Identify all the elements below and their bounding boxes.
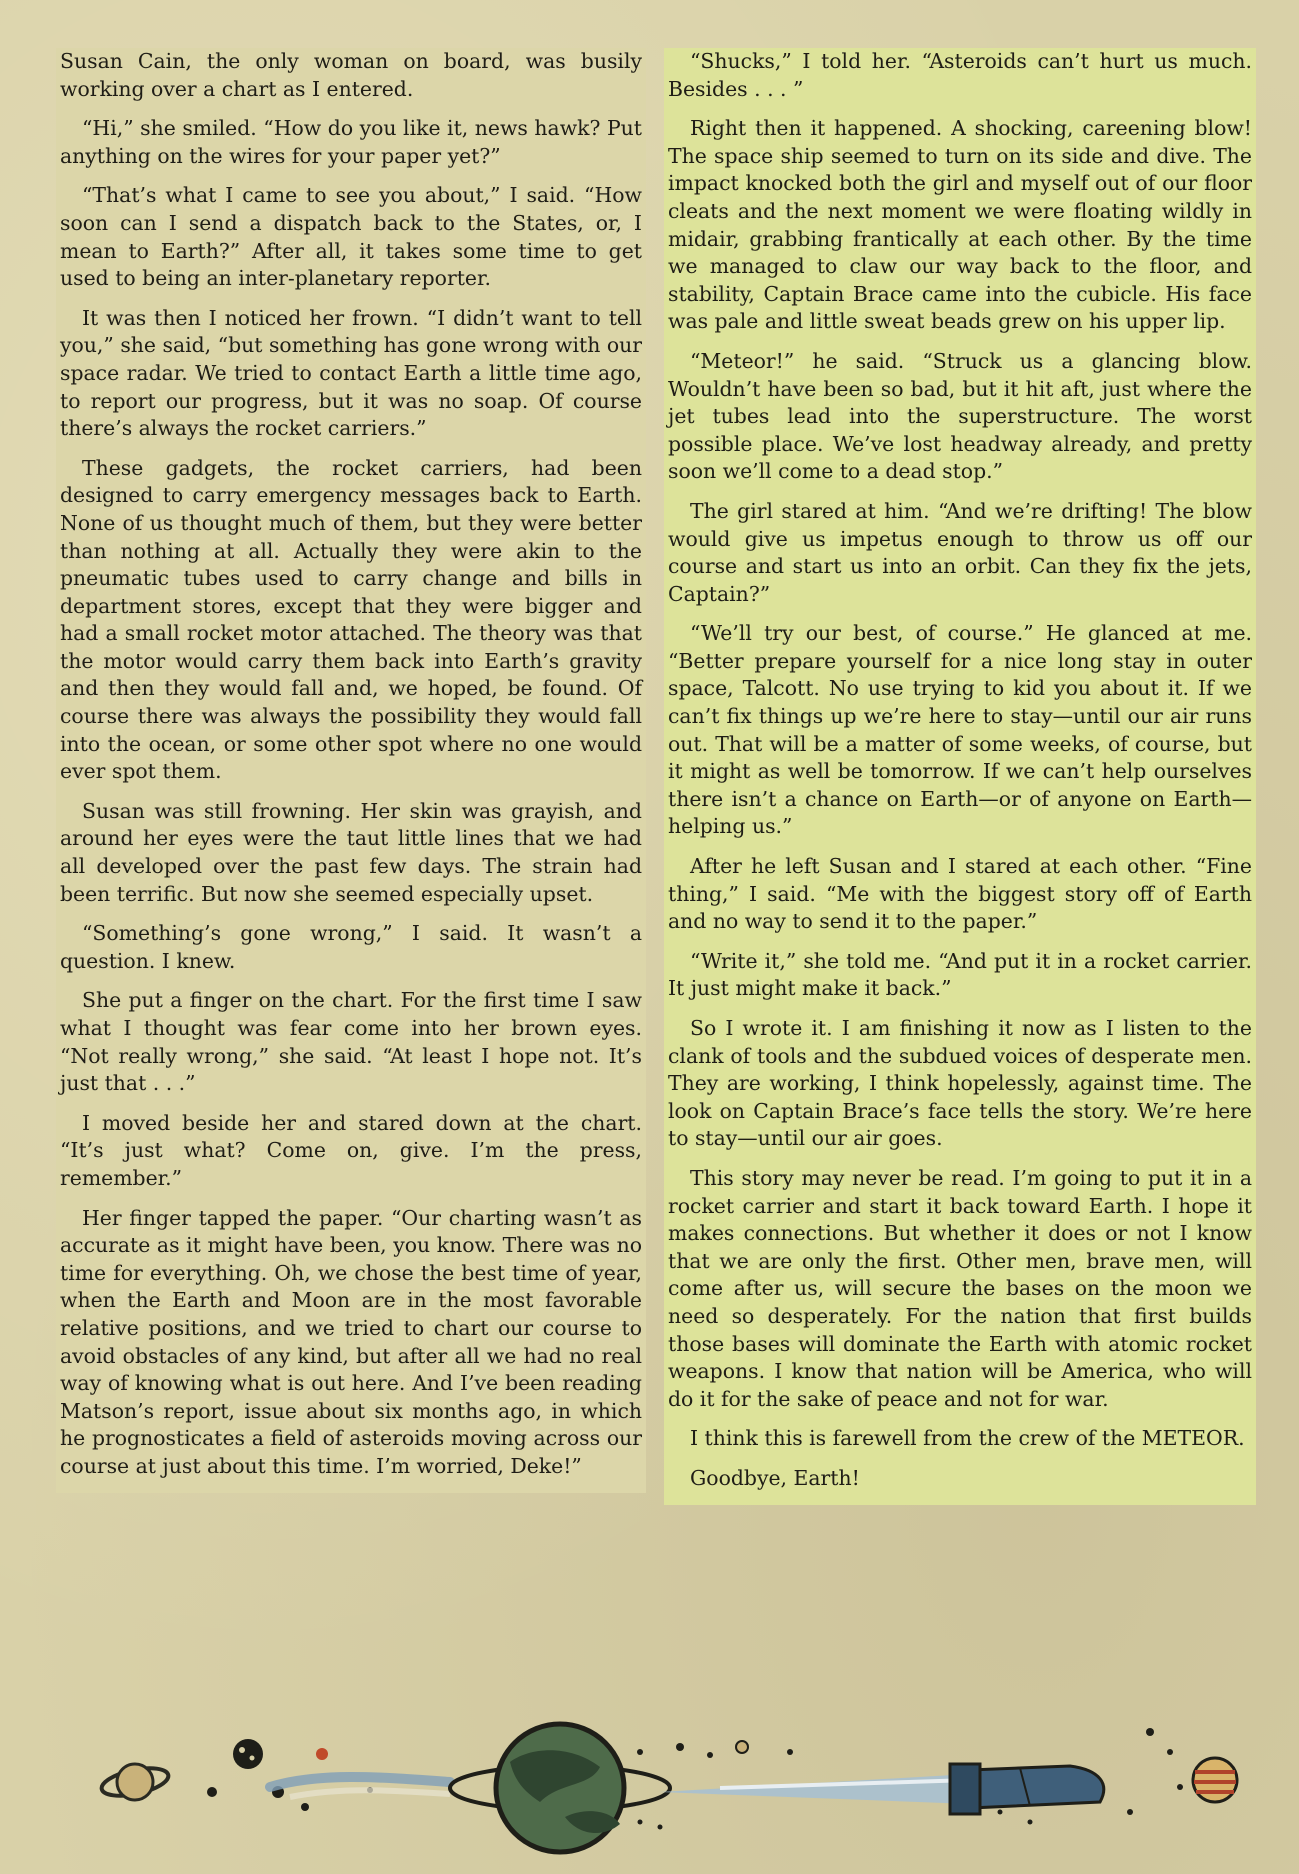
earth-planet-icon (450, 1724, 670, 1852)
rocket-icon (950, 1764, 1104, 1814)
paragraph: I moved beside her and stared down at the chart. “It’s just what? Come on, give. I’m the press, remember.” (60, 1110, 642, 1190)
paragraph: Goodbye, Earth! (690, 1465, 860, 1490)
left-text-column (56, 48, 646, 1493)
comet-streak-icon (270, 1777, 450, 1797)
paragraph: “That’s what I came to see you about,” I said. “How soon can I send a dispatch back to the States, or, I mean to Earth?” After all, it takes some time to get used to being an inter-planetary reporter. (60, 183, 642, 291)
paragraph: This story may never be read. I’m going to put it in a rocket carrier and start it back toward Earth. I hope it makes connections. But whether it does or not I know that we are only the first. Other men, brave men, will come after us, will secure the bases on the moon we need so desperately. For the nation that first builds those bases will dominate the Earth with atomic rocket weapons. I know that nation will be America, who will do it for the sake of peace and not for war. (668, 1165, 1252, 1411)
paragraph: These gadgets, the rocket carriers, had been designed to carry emergency messages back to Earth. None of us thought much of them, but they were better than nothing at all. Actually they were akin to the pneumatic tubes used to carry change and bills in department stores, except that they were bigger and had a small rocket motor attached. The theory was that the motor would carry them back into Earth’s gravity and then they would fall and, we hoped, be found. Of course there was always the possibility they would fall into the ocean, or some other spot where no one would ever spot them. (60, 455, 642, 784)
striped-planet-icon (1193, 1758, 1237, 1802)
paragraph: Right then it happened. A shocking, careening blow! The space ship seemed to turn on its side and dive. The impact knocked both the girl and myself out of our floor cleats and the next moment we were floating wildly in midair, grabbing frantically at each other. By the time we managed to claw our way back to the floor, and stability, Captain Brace came into the cubicle. His face was pale and little sweat beads grew on his upper lip. (668, 116, 1252, 334)
paragraph: Susan was still frowning. Her skin was grayish, and around her eyes were the taut little lines that we had all developed over the past few days. The strain had been terrific. But now she seemed especially upset. (60, 798, 642, 906)
paragraph: Susan Cain, the only woman on board, was busily working over a chart as I entered. (60, 49, 642, 101)
paragraph: “Something’s gone wrong,” I said. It wasn’t a question. I knew. (60, 921, 642, 973)
paragraph: “Meteor!” he said. “Struck us a glancing blow. Wouldn’t have been so bad, but it hit aft, just where the jet tubes lead into the superstructure. The worst possible place. We’ve lost headway already, and pretty soon we’ll come to a dead stop.” (668, 348, 1252, 484)
moon-icon (233, 1739, 263, 1769)
paragraph: I think this is farewell from the crew of the METEOR. (690, 1426, 1245, 1451)
paragraph: The girl stared at him. “And we’re drifting! The blow would give us impetus enough to throw us off our course and start us into an orbit. Can they fix the jets, Captain?” (668, 498, 1252, 606)
paragraph: So I wrote it. I am finishing it now as I listen to the clank of tools and the subdued voices of desperate men. They are working, I think hopelessly, against time. The look on Captain Brace’s face tells the story. We’re here to stay—until our air goes. (668, 1016, 1252, 1151)
paragraph: She put a finger on the chart. For the first time I saw what I thought was fear come into her brown eyes. “Not really wrong,” she said. “At least I hope not. It’s just that . . .” (60, 988, 642, 1096)
rocket-trail-icon (660, 1774, 970, 1804)
space-illustration (20, 1692, 1279, 1862)
paragraph: “Shucks,” I told her. “Asteroids can’t hurt us much. Besides . . . ” (668, 49, 1252, 101)
right-text-column (664, 48, 1256, 1505)
paragraph: After he left Susan and I stared at each other. “Fine thing,” I said. “Me with the biggest story off of Earth and no way to send it to the paper.” (668, 854, 1252, 934)
paragraph: Her finger tapped the paper. “Our charting wasn’t as accurate as it might have been, you know. There was no time for everything. Oh, we chose the best time of year, when the Earth and Moon are in the most favorable relative positions, and we tried to chart our course to avoid obstacles of any kind, but after all we had no real way of knowing what is out here. And I’ve been reading Matson’s report, issue about six months ago, in which he prognosticates a field of asteroids moving across our course at just about this time. I’m worried, Deke!” (60, 1205, 642, 1478)
ringed-planet-icon (99, 1763, 171, 1801)
paragraph: It was then I noticed her frown. “I didn’t want to tell you,” she said, “but something has gone wrong with our space radar. We tried to contact Earth a little time ago, to report our progress, but it was no soap. Of course there’s always the rocket carriers.” (60, 305, 642, 441)
paragraph: “We’ll try our best, of course.” He glanced at me. “Better prepare yourself for a nice long stay in outer space, Talcott. No use trying to kid you about it. If we can’t fix things up we’re here to stay—until our air runs out. That will be a matter of some weeks, of course, but it might as well be tomorrow. If we can’t help ourselves there isn’t a chance on Earth—or of anyone on Earth—helping us.” (668, 621, 1252, 839)
paragraph: “Write it,” she told me. “And put it in a rocket carrier. It just might make it back.” (668, 948, 1252, 1001)
paragraph: “Hi,” she smiled. “How do you like it, news hawk? Put anything on the wires for your paper yet?” (60, 116, 642, 168)
